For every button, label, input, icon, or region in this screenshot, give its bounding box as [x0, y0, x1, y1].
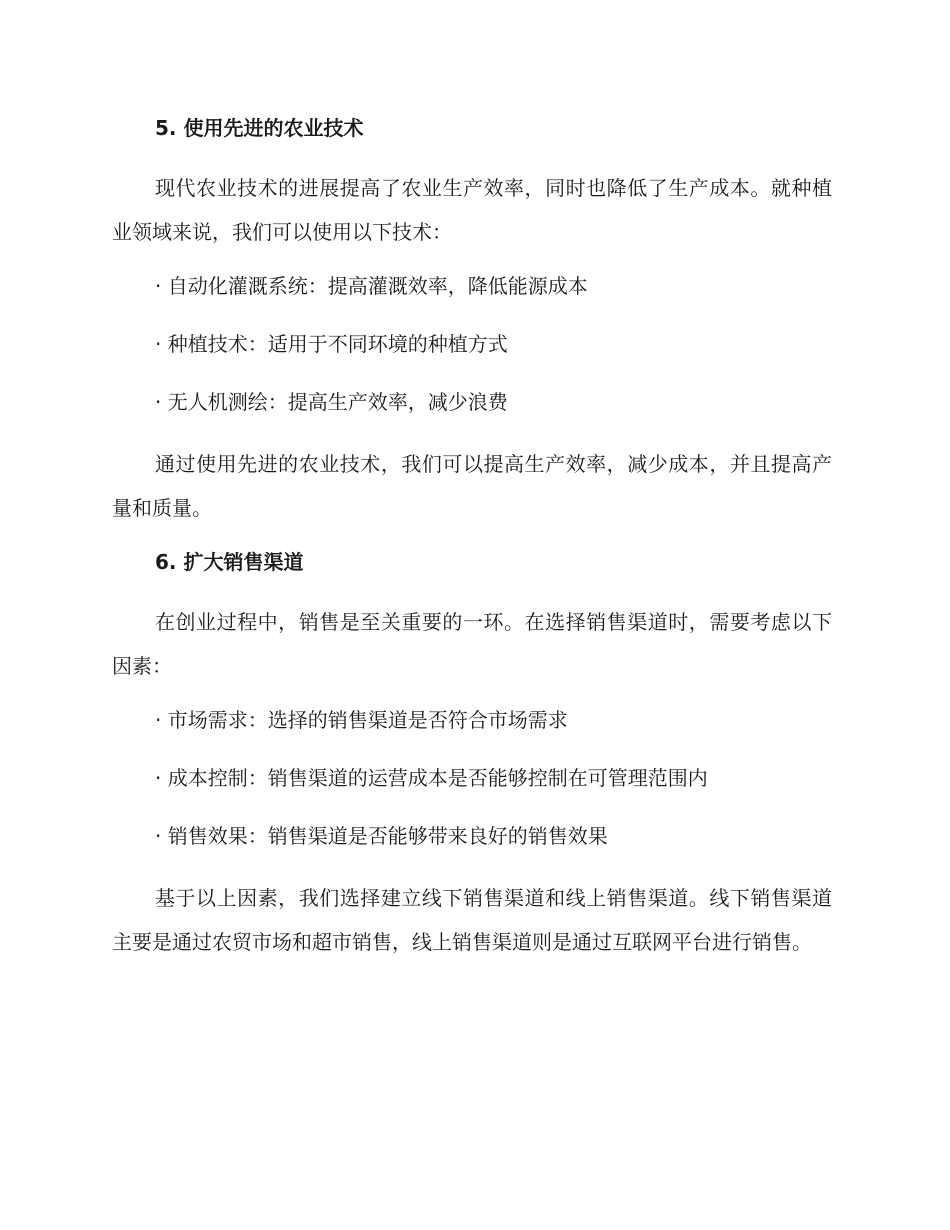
document-body	[112, 110, 832, 978]
section-heading-5: 5. 使用先进的农业技术	[155, 116, 364, 140]
section-5-bullet-2: · 种植技术：适用于不同环境的种植方式	[155, 332, 508, 356]
section-5-intro: 现代农业技术的进展提高了农业生产效率，同时也降低了生产成本。就种植业领域来说，我们可以使用以下技术：	[112, 176, 832, 244]
section-heading-6: 6. 扩大销售渠道	[155, 550, 304, 574]
section-6-bullet-2: · 成本控制：销售渠道的运营成本是否能够控制在可管理范围内	[155, 766, 708, 790]
section-6-conclusion: 基于以上因素，我们选择建立线下销售渠道和线上销售渠道。线下销售渠道主要是通过农贸市场和超市销售，线上销售渠道则是通过互联网平台进行销售。	[112, 886, 832, 954]
section-5-conclusion: 通过使用先进的农业技术，我们可以提高生产效率，减少成本，并且提高产量和质量。	[112, 452, 832, 520]
section-6-bullet-3: · 销售效果：销售渠道是否能够带来良好的销售效果	[155, 824, 608, 848]
section-6-intro: 在创业过程中，销售是至关重要的一环。在选择销售渠道时，需要考虑以下因素：	[112, 610, 832, 678]
section-5-bullet-3: · 无人机测绘：提高生产效率，减少浪费	[155, 390, 508, 414]
section-5-bullet-1: · 自动化灌溉系统：提高灌溉效率，降低能源成本	[155, 274, 588, 298]
section-6-bullet-1: · 市场需求：选择的销售渠道是否符合市场需求	[155, 708, 568, 732]
